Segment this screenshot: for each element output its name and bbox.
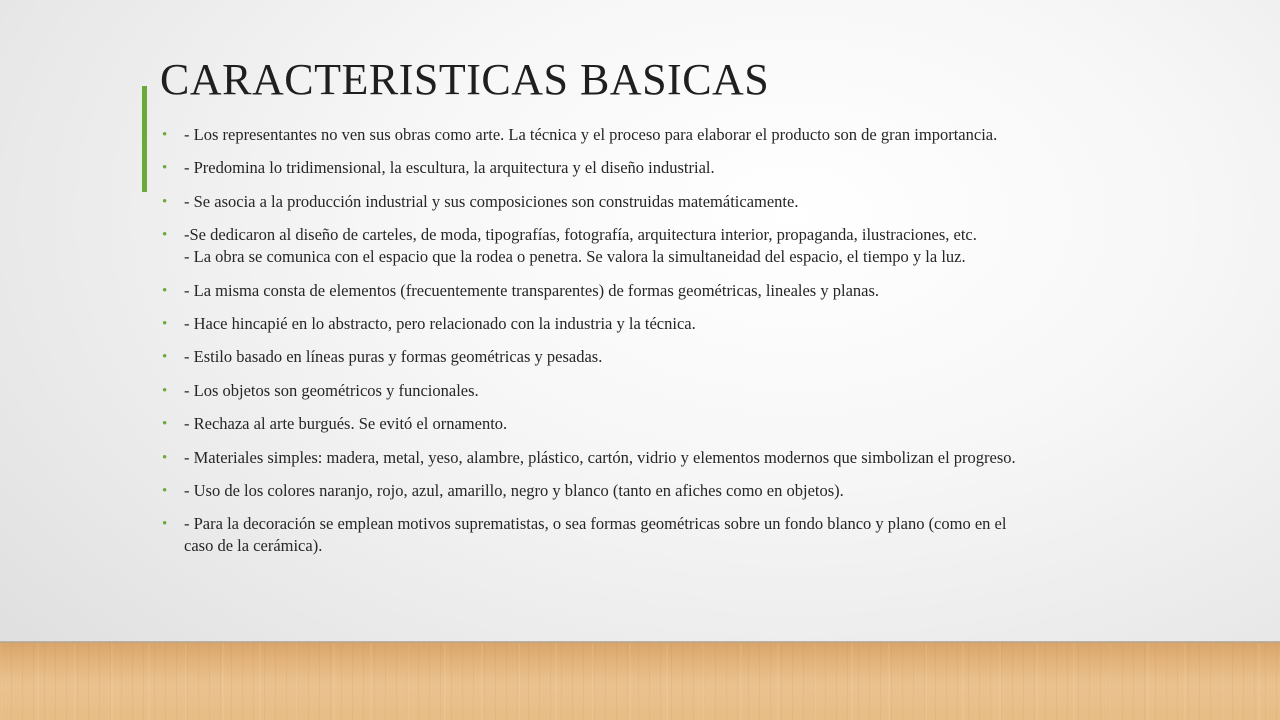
bullet-item xyxy=(162,280,1162,302)
bullet-text: caso de la cerámica). xyxy=(184,536,323,556)
bullet-item xyxy=(162,447,1162,469)
bullet-dot-icon: • xyxy=(162,382,168,399)
bullet-dot-icon: • xyxy=(162,127,168,143)
bullet-item xyxy=(162,413,1162,435)
bullet-dot-icon: • xyxy=(162,416,168,433)
bullet-item xyxy=(162,224,1162,268)
bullet-text: - Para la decoración se emplean motivos suprematistas, o sea formas geométricas sobre un fondo blanco y plano (como en el xyxy=(184,514,1007,534)
bullet-dot-icon: • xyxy=(162,315,168,332)
wood-floor-background xyxy=(0,643,1280,720)
bullet-item xyxy=(162,513,1162,557)
bullet-text: -Se dedicaron al diseño de carteles, de moda, tipografías, fotografía, arquitectura interior, propaganda, ilustraciones, etc. xyxy=(184,225,977,245)
bullet-text: - Rechaza al arte burgués. Se evitó el ornamento. xyxy=(184,414,508,434)
bullet-dot-icon: • xyxy=(162,349,168,366)
bullet-item xyxy=(162,124,1162,146)
bullet-dot-icon: • xyxy=(162,193,168,210)
bullet-dot-icon: • xyxy=(162,160,168,177)
bullet-text: - La obra se comunica con el espacio que la rodea o penetra. Se valora la simultaneidad del espacio, el tiempo y la luz. xyxy=(184,247,966,267)
slide-title: CARACTERISTICAS BASICAS xyxy=(160,55,770,104)
bullet-dot-icon: • xyxy=(162,449,168,466)
bullet-item xyxy=(162,480,1162,502)
bullet-item xyxy=(162,313,1162,335)
bullet-dot-icon: • xyxy=(162,516,168,533)
bullet-text: - Los objetos son geométricos y funcionales. xyxy=(184,380,479,400)
bullet-item xyxy=(162,346,1162,368)
bullet-text: - Uso de los colores naranjo, rojo, azul, amarillo, negro y blanco (tanto en afiches como en objetos). xyxy=(184,480,844,500)
bullet-list xyxy=(162,124,1162,569)
bullet-text: - Materiales simples: madera, metal, yeso, alambre, plástico, cartón, vidrio y elementos modernos que simbolizan el progreso. xyxy=(184,447,1016,467)
bullet-text: - Hace hincapié en lo abstracto, pero relacionado con la industria y la técnica. xyxy=(184,313,696,333)
bullet-text: - La misma consta de elementos (frecuentemente transparentes) de formas geométricas, lineales y planas. xyxy=(184,280,880,300)
bullet-text: - Predomina lo tridimensional, la escultura, la arquitectura y el diseño industrial. xyxy=(184,158,715,178)
bullet-text: - Los representantes no ven sus obras como arte. La técnica y el proceso para elaborar el producto son de gran importancia. xyxy=(184,125,998,144)
bullet-item xyxy=(162,157,1162,179)
bullet-text: - Se asocia a la producción industrial y sus composiciones son construidas matemáticamente. xyxy=(184,191,799,211)
bullet-text: - Estilo basado en líneas puras y formas geométricas y pesadas. xyxy=(184,347,603,367)
title-accent-bar xyxy=(142,86,147,192)
bullet-dot-icon: • xyxy=(162,482,168,499)
bullet-item xyxy=(162,380,1162,402)
bullet-dot-icon: • xyxy=(162,282,168,299)
bullet-dot-icon: • xyxy=(162,227,168,244)
bullet-item xyxy=(162,191,1162,213)
